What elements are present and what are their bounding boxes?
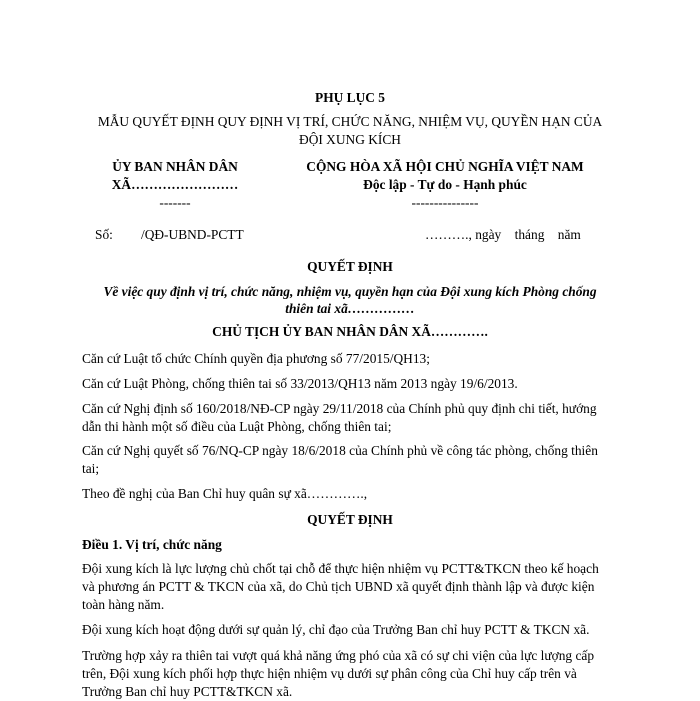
legal-basis [82,485,614,503]
legal-basis-line: Theo đề nghị của Ban Chỉ huy quân sự xã…………., [82,486,368,501]
legal-basis [82,442,614,478]
left-header-org: ỦY BAN NHÂN DÂN [112,159,238,174]
article1-line: Trưởng Ban chỉ huy PCTT&TKCN xã. [82,684,293,699]
article1-line: Đội xung kích là lực lượng chủ chốt tại chỗ để thực hiện nhiệm vụ PCTT&TKCN theo kế hoạch [82,561,599,576]
article1-heading: Điều 1. Vị trí, chức năng [82,537,222,552]
authority-heading: CHỦ TỊCH ỦY BAN NHÂN DÂN XÃ…………. [212,324,488,339]
article1-line: toàn hàng năm. [82,597,165,612]
article1-line: Đội xung kích hoạt động dưới sự quản lý, chỉ đạo của Trưởng Ban chỉ huy PCTT & TKCN xã. [82,622,590,637]
legal-basis-line: tai; [82,461,100,476]
legal-basis-line: Căn cứ Luật Phòng, chống thiên tai số 33/2013/QH13 năm 2013 ngày 19/6/2013. [82,376,518,391]
place-date-line: ………., ngày tháng năm [425,227,581,242]
article1-line: Trường hợp xảy ra thiên tai vượt quá khả năng ứng phó của xã có sự chi viện của lực lượng cấp [82,648,595,663]
decides-heading: QUYẾT ĐỊNH [307,512,393,527]
legal-basis-line: dẫn thi hành một số điều của Luật Phòng, chống thiên tai; [82,419,392,434]
legal-basis-line: Căn cứ Nghị quyết số 76/NQ-CP ngày 18/6/2018 của Chính phủ về công tác phòng, chống thiên [82,443,598,458]
legal-basis-line: Căn cứ Nghị định số 160/2018/NĐ-CP ngày 29/11/2018 của Chính phủ quy định chi tiết, hướng [82,401,597,416]
decision-title: QUYẾT ĐỊNH [307,259,393,274]
legal-basis-line: Căn cứ Luật tổ chức Chính quyền địa phương số 77/2015/QH13; [82,351,430,366]
national-motto: Độc lập - Tự do - Hạnh phúc [363,177,527,192]
left-header-commune: XÃ…………………… [111,177,239,192]
article1-paragraph [82,647,614,701]
legal-basis [82,375,614,393]
left-header-rule: ------- [159,195,191,210]
legal-basis [82,350,614,368]
article1-line: và phương án PCTT & TKCN của xã, do Chủ tịch UBND xã quyết định thành lập và được kiện [82,579,595,594]
article1-paragraph [82,621,614,639]
subject-line1: Về việc quy định vị trí, chức năng, nhiệm vụ, quyền hạn của Đội xung kích Phòng chống [103,284,597,299]
number-label: Số: [95,227,113,242]
form-title-line2: ĐỘI XUNG KÍCH [299,132,401,147]
article1-paragraph [82,560,614,614]
national-title: CỘNG HÒA XÃ HỘI CHỦ NGHĨA VIỆT NAM [306,159,584,174]
decision-code: /QĐ-UBND-PCTT [141,227,244,242]
form-title-line1: MẪU QUYẾT ĐỊNH QUY ĐỊNH VỊ TRÍ, CHỨC NĂNG, NHIỆM VỤ, QUYỀN HẠN CỦA [97,114,603,129]
subject-line2: thiên tai xã…………… [285,301,415,316]
article1-line: trên, Đội xung kích phối hợp thực hiện nhiệm vụ dưới sự phân công của Chỉ huy cấp trên và [82,666,577,681]
legal-basis [82,400,614,436]
appendix-title: PHỤ LỤC 5 [315,90,385,105]
national-rule: --------------- [411,195,479,210]
